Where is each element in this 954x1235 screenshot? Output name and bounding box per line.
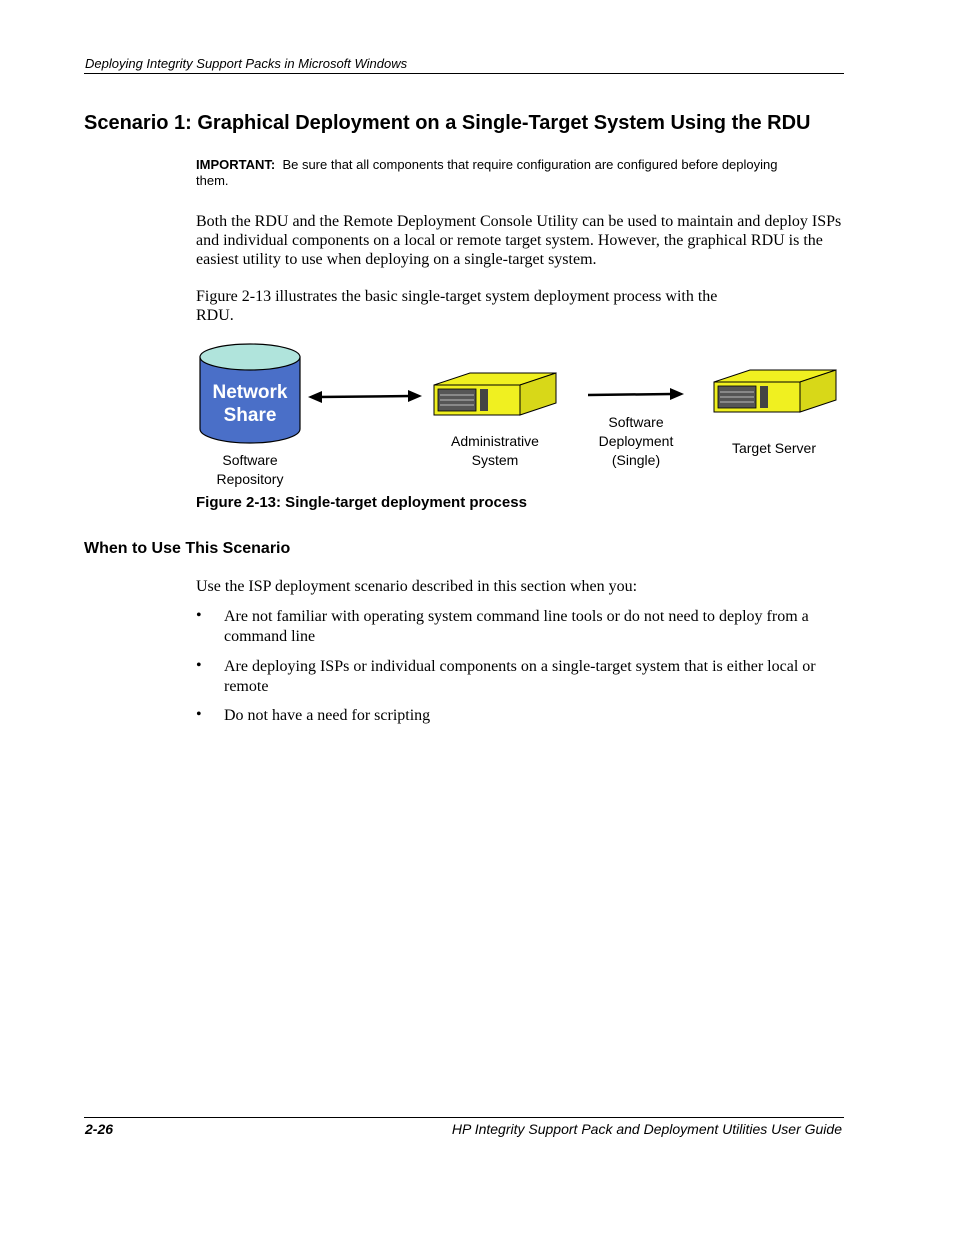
section-title: Scenario 1: Graphical Deployment on a Single-Target System Using the RDU bbox=[84, 112, 811, 134]
guide-title: HP Integrity Support Pack and Deployment Utilities User Guide bbox=[451, 1121, 842, 1137]
deploy-caption-line3: (Single) bbox=[611, 452, 661, 468]
admin-caption-line1: Administrative bbox=[451, 433, 539, 449]
list-item: Are deploying ISPs or individual components on a single-target system that is either local or remote bbox=[224, 658, 816, 695]
deploy-caption-line2: Deployment bbox=[598, 433, 674, 449]
repository-line1: Network bbox=[212, 382, 288, 403]
running-header: Deploying Integrity Support Packs in Microsoft Windows bbox=[85, 56, 408, 71]
list-item: Do not have a need for scripting bbox=[224, 707, 431, 724]
network-share-cylinder-icon bbox=[200, 344, 300, 443]
subsection-intro: Use the ISP deployment scenario described in this section when you: bbox=[196, 578, 638, 595]
footer-rule bbox=[84, 1117, 844, 1118]
header-rule bbox=[84, 73, 844, 74]
bullet-marker: • bbox=[196, 706, 202, 723]
repository-caption bbox=[190, 451, 310, 489]
deployment-arrow-icon bbox=[588, 388, 684, 400]
figure-reference-paragraph: Figure 2-13 illustrates the basic single-target system deployment process with the RDU. bbox=[196, 288, 718, 324]
repository-line2: Share bbox=[223, 405, 277, 426]
repository-caption-line2: Repository bbox=[216, 471, 284, 487]
figure-caption: Figure 2-13: Single-target deployment process bbox=[196, 494, 527, 511]
deploy-caption-line1: Software bbox=[608, 414, 664, 430]
administrative-server-icon bbox=[434, 373, 556, 415]
admin-caption bbox=[430, 432, 560, 470]
repository-caption-line1: Software bbox=[222, 452, 278, 468]
double-arrow-icon bbox=[308, 390, 422, 403]
bullet-marker: • bbox=[196, 607, 202, 624]
important-label: IMPORTANT: bbox=[196, 157, 276, 172]
target-server-icon bbox=[714, 370, 836, 412]
admin-caption-line2: System bbox=[471, 452, 519, 468]
important-note bbox=[196, 157, 796, 189]
subsection-title: When to Use This Scenario bbox=[84, 540, 291, 557]
deploy-caption bbox=[580, 413, 692, 470]
target-caption: Target Server bbox=[731, 440, 817, 456]
bullet-marker: • bbox=[196, 657, 202, 674]
intro-paragraph: Both the RDU and the Remote Deployment Console Utility can be used to maintain and deploy ISPs and individual components on a local or remote target system. However, the graphical RDU is the easiest utility to use when deploying on a single-target system. bbox=[196, 213, 842, 268]
important-text: Be sure that all components that require configuration are configured before deploying them. bbox=[196, 157, 778, 188]
list-item: Are not familiar with operating system command line tools or do not need to deploy from a command line bbox=[224, 608, 809, 645]
page-number: 2-26 bbox=[85, 1121, 114, 1137]
